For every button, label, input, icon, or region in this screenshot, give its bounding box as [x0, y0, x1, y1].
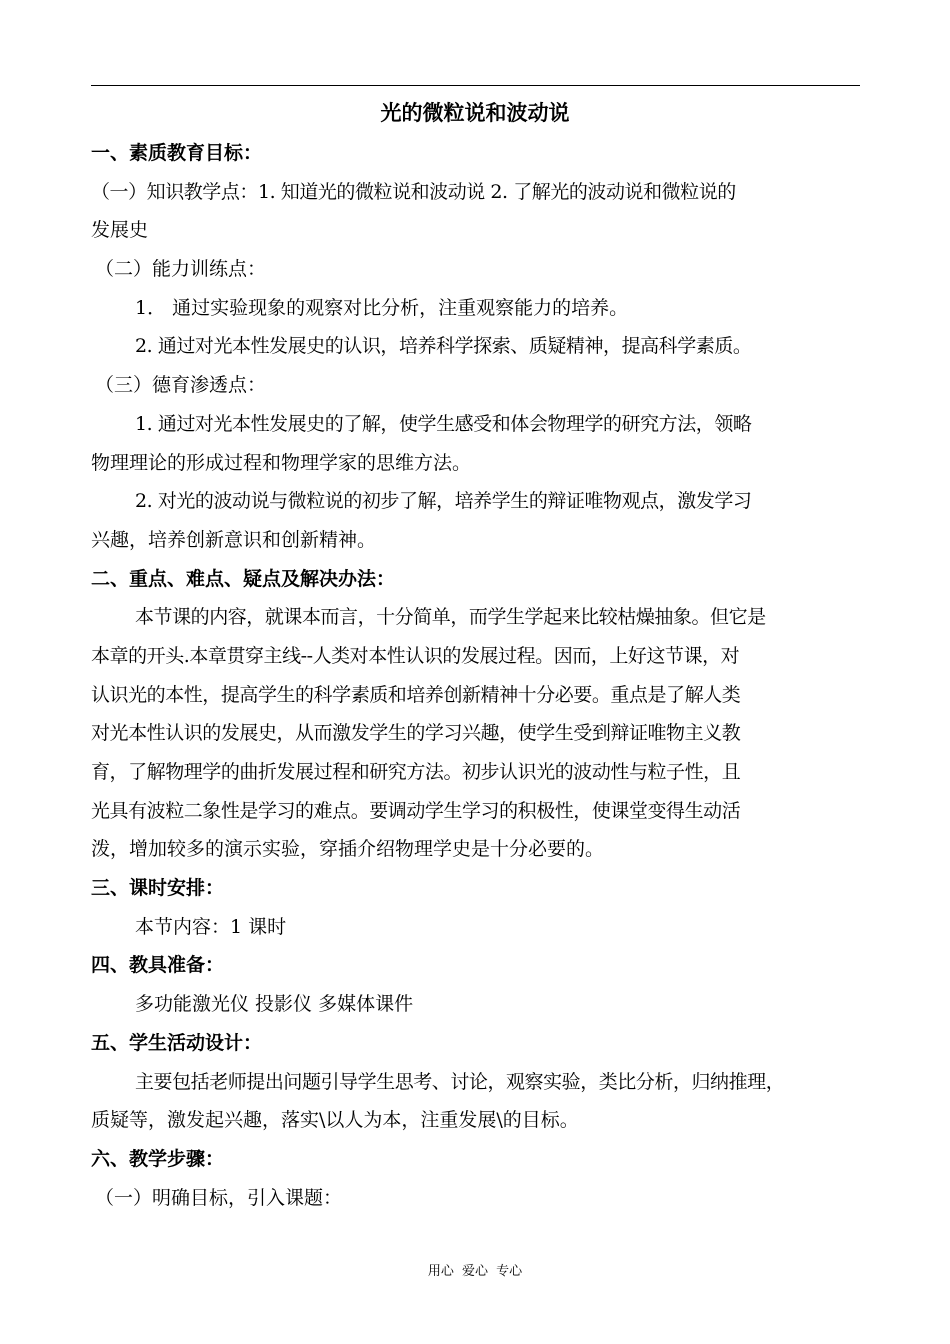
section-heading: 五、学生活动设计： — [91, 1031, 263, 1054]
list-item: 1. 通过对光本性发展史的了解，使学生感受和体会物理学的研究方法，领略 — [135, 412, 752, 435]
paragraph-line: 认识光的本性，提高学生的科学素质和培养创新精神十分必要。重点是了解人类 — [91, 683, 741, 706]
subsection-heading: （三）德育渗透点： — [95, 374, 267, 397]
section-heading: 四、教具准备： — [91, 954, 225, 977]
paragraph-line: 多功能激光仪 投影仪 多媒体课件 — [135, 993, 414, 1016]
paragraph-line: （一）知识教学点：1. 知道光的微粒说和波动说 2. 了解光的波动说和微粒说的 — [91, 180, 736, 203]
paragraph-line: 泼，增加较多的演示实验，穿插介绍物理学史是十分必要的。 — [91, 838, 605, 861]
paragraph-line: 光具有波粒二象性是学习的难点。要调动学生学习的积极性，使课堂变得生动活 — [91, 799, 741, 822]
section-heading: 二、重点、难点、疑点及解决办法： — [91, 567, 396, 590]
paragraph-line: 对光本性认识的发展史，从而激发学生的学习兴趣，使学生受到辩证唯物主义教 — [91, 722, 741, 745]
list-item: 2. 对光的波动说与微粒说的初步了解，培养学生的辩证唯物观点，激发学习 — [135, 490, 752, 513]
page-title: 光的微粒说和波动说 — [380, 101, 570, 125]
list-item: 1． 通过实验现象的观察对比分析，注重观察能力的培养。 — [135, 296, 629, 319]
paragraph-line: 物理理论的形成过程和物理学家的思维方法。 — [91, 451, 472, 474]
section-heading: 六、教学步骤： — [91, 1147, 225, 1170]
list-item: 2. 通过对光本性发展史的认识，培养科学探索、质疑精神，提高科学素质。 — [135, 335, 752, 358]
paragraph-line: 育，了解物理学的曲折发展过程和研究方法。初步认识光的波动性与粒子性，且 — [91, 761, 741, 783]
paragraph-line: 质疑等，激发起兴趣，落实\以人为本，注重发展\的目标。 — [91, 1109, 579, 1132]
paragraph-line: 本章的开头.本章贯穿主线--人类对本性认识的发展过程。因而，上好这节课，对 — [91, 644, 740, 667]
subsection-heading: （一）明确目标，引入课题： — [95, 1186, 343, 1209]
paragraph-line: 本节课的内容，就课本而言，十分简单，而学生学起来比较枯燥抽象。但它是 — [135, 606, 766, 629]
page-footer: 用心 爱心 专心 — [427, 1264, 523, 1279]
paragraph-line: 主要包括老师提出问题引导学生思考、讨论，观察实验，类比分析，归纳推理， — [135, 1070, 785, 1093]
paragraph-line: 本节内容：1 课时 — [135, 915, 287, 938]
subsection-heading: （二）能力训练点： — [95, 258, 267, 281]
paragraph-line: 发展史 — [91, 219, 149, 242]
section-heading: 一、素质教育目标： — [91, 142, 263, 164]
section-heading: 三、课时安排： — [91, 877, 225, 900]
document-body — [91, 134, 863, 1217]
paragraph-line: 兴趣，培养创新意识和创新精神。 — [91, 528, 377, 551]
header-rule — [91, 85, 860, 86]
